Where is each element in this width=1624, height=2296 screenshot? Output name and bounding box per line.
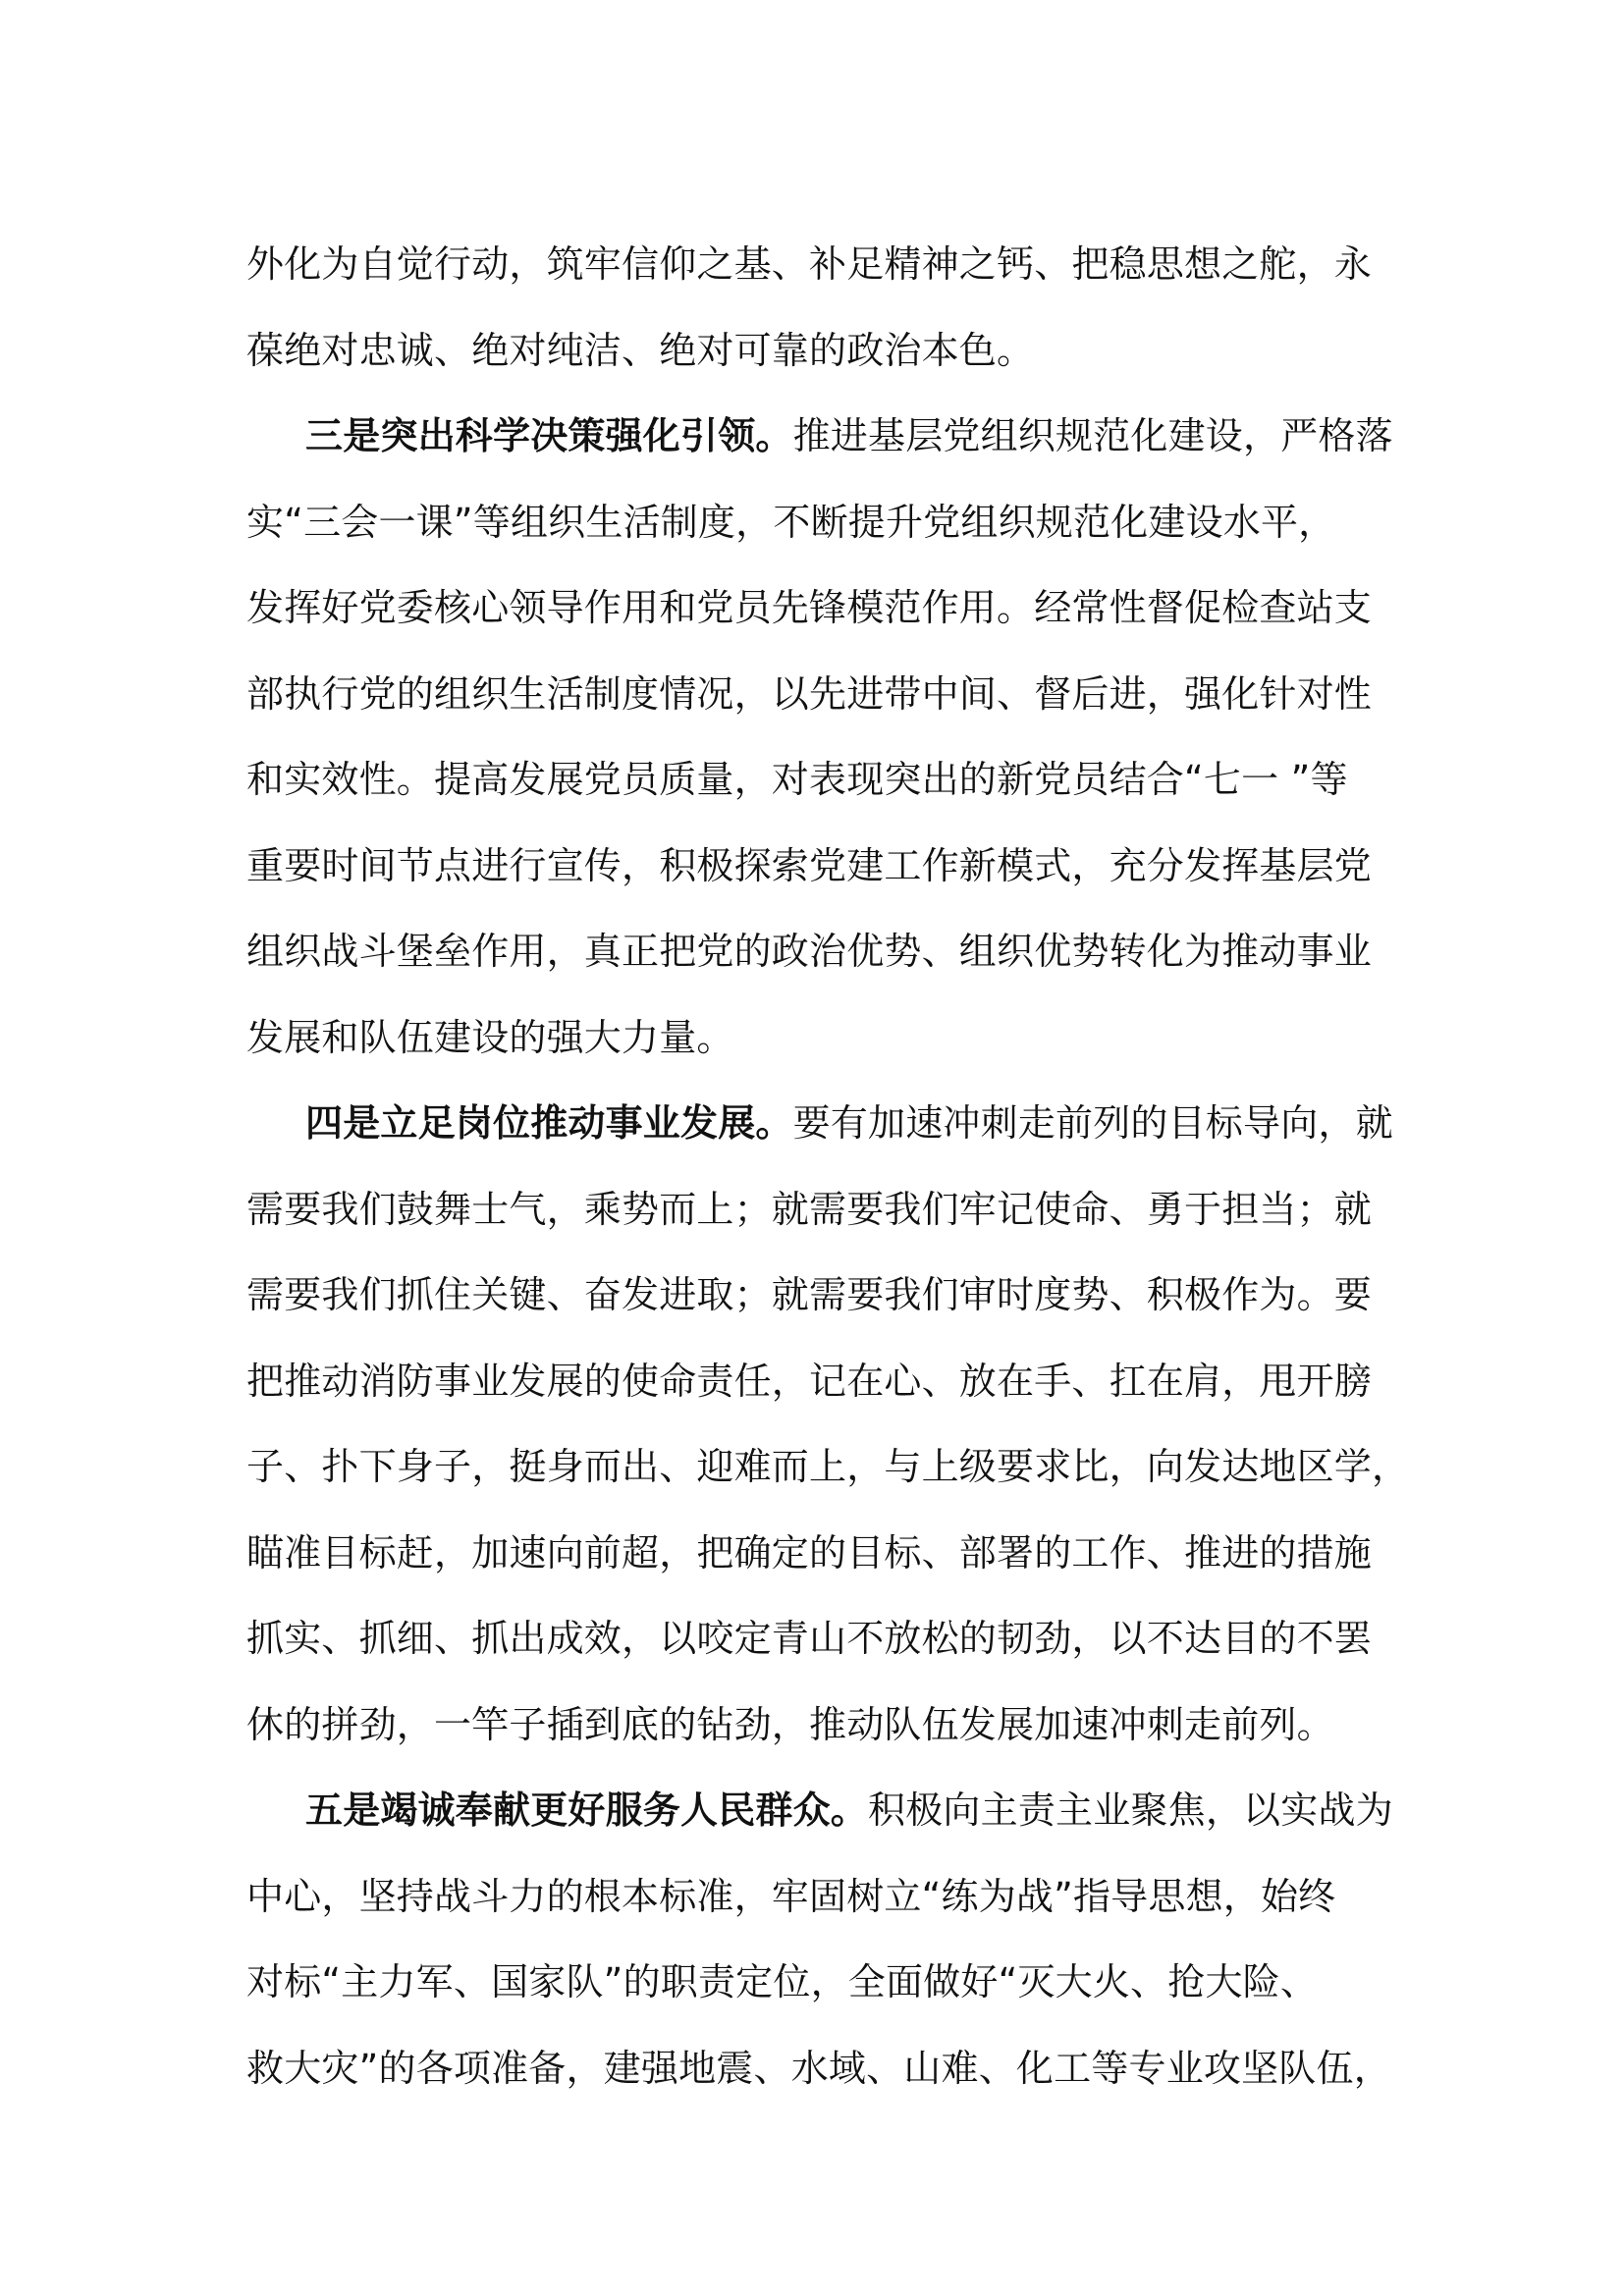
text-line: 实“三会一课”等组织生活制度，不断提升党组织规范化建设水平， [246,500,1336,544]
paragraph-four [246,1081,1410,1768]
paragraph-heading: 四是立足岗位推动事业发展。 [305,1101,793,1145]
text-line: 组织战斗堡垒作用，真正把党的政治优势、组织优势转化为推动事业 [246,930,1373,973]
text-line: 把推动消防事业发展的使命责任，记在心、放在手、扛在肩，甩开膀 [246,1359,1373,1403]
paragraph-first-line [246,1768,1393,1854]
paragraph-heading: 五是竭诚奉献更好服务人民群众。 [305,1789,869,1832]
text-line: 外化为自觉行动，筑牢信仰之基、补足精神之钙、把稳思想之舵，永 [246,242,1373,286]
text-line: 重要时间节点进行宣传，积极探索党建工作新模式，充分发挥基层党 [246,843,1373,887]
text-line: 部执行党的组织生活制度情况，以先进带中间、督后进，强化针对性 [246,671,1373,716]
paragraph-heading: 三是突出科学决策强化引领。 [305,414,793,457]
text-line: 休的拼劲，一竿子插到底的钻劲，推动队伍发展加速冲刺走前列。 [246,1702,1334,1746]
text-line: 抓实、抓细、抓出成效，以咬定青山不放松的韧劲，以不达目的不罢 [246,1617,1373,1660]
text-line: 对标“主力军、国家队”的职责定位，全面做好“灭大火、抢大险、 [246,1960,1319,2003]
text-line: 葆绝对忠诚、绝对纯洁、绝对可靠的政治本色。 [246,328,1035,372]
text-line: 发展和队伍建设的强大力量。 [246,1015,734,1059]
paragraph-text: 积极向主责主业聚焦，以实战为 [868,1789,1393,1832]
paragraph-text: 推进基层党组织规范化建设，严格落 [792,414,1393,457]
text-line: 中心，坚持战斗力的根本标准，牢固树立“练为战”指导思想，始终 [246,1874,1336,1918]
text-line: 和实效性。提高发展党员质量，对表现突出的新党员结合“七一 ”等 [246,758,1348,801]
text-line: 救大灾”的各项准备，建强地震、水域、山难、化工等专业攻坚队伍， [246,2046,1391,2090]
paragraph-first-line [246,394,1393,480]
text-line: 需要我们鼓舞士气，乘势而上；就需要我们牢记使命、勇于担当；就 [246,1187,1373,1231]
paragraph-five [246,1768,1393,2111]
text-line: 瞄准目标赶，加速向前超，把确定的目标、部署的工作、推进的措施 [246,1530,1373,1575]
paragraph-three [246,394,1393,1081]
paragraph-continuation [246,222,1385,394]
paragraph-first-line [246,1081,1393,1167]
paragraph-text: 要有加速冲刺走前列的目标导向，就 [792,1101,1393,1145]
text-line: 发挥好党委核心领导作用和党员先锋模范作用。经常性督促检查站支 [246,586,1373,629]
text-line: 子、扑下身子，挺身而出、迎难而上，与上级要求比，向发达地区学， [246,1445,1410,1488]
document-page [246,222,1410,2111]
text-line: 需要我们抓住关键、奋发进取；就需要我们审时度势、积极作为。要 [246,1273,1373,1316]
